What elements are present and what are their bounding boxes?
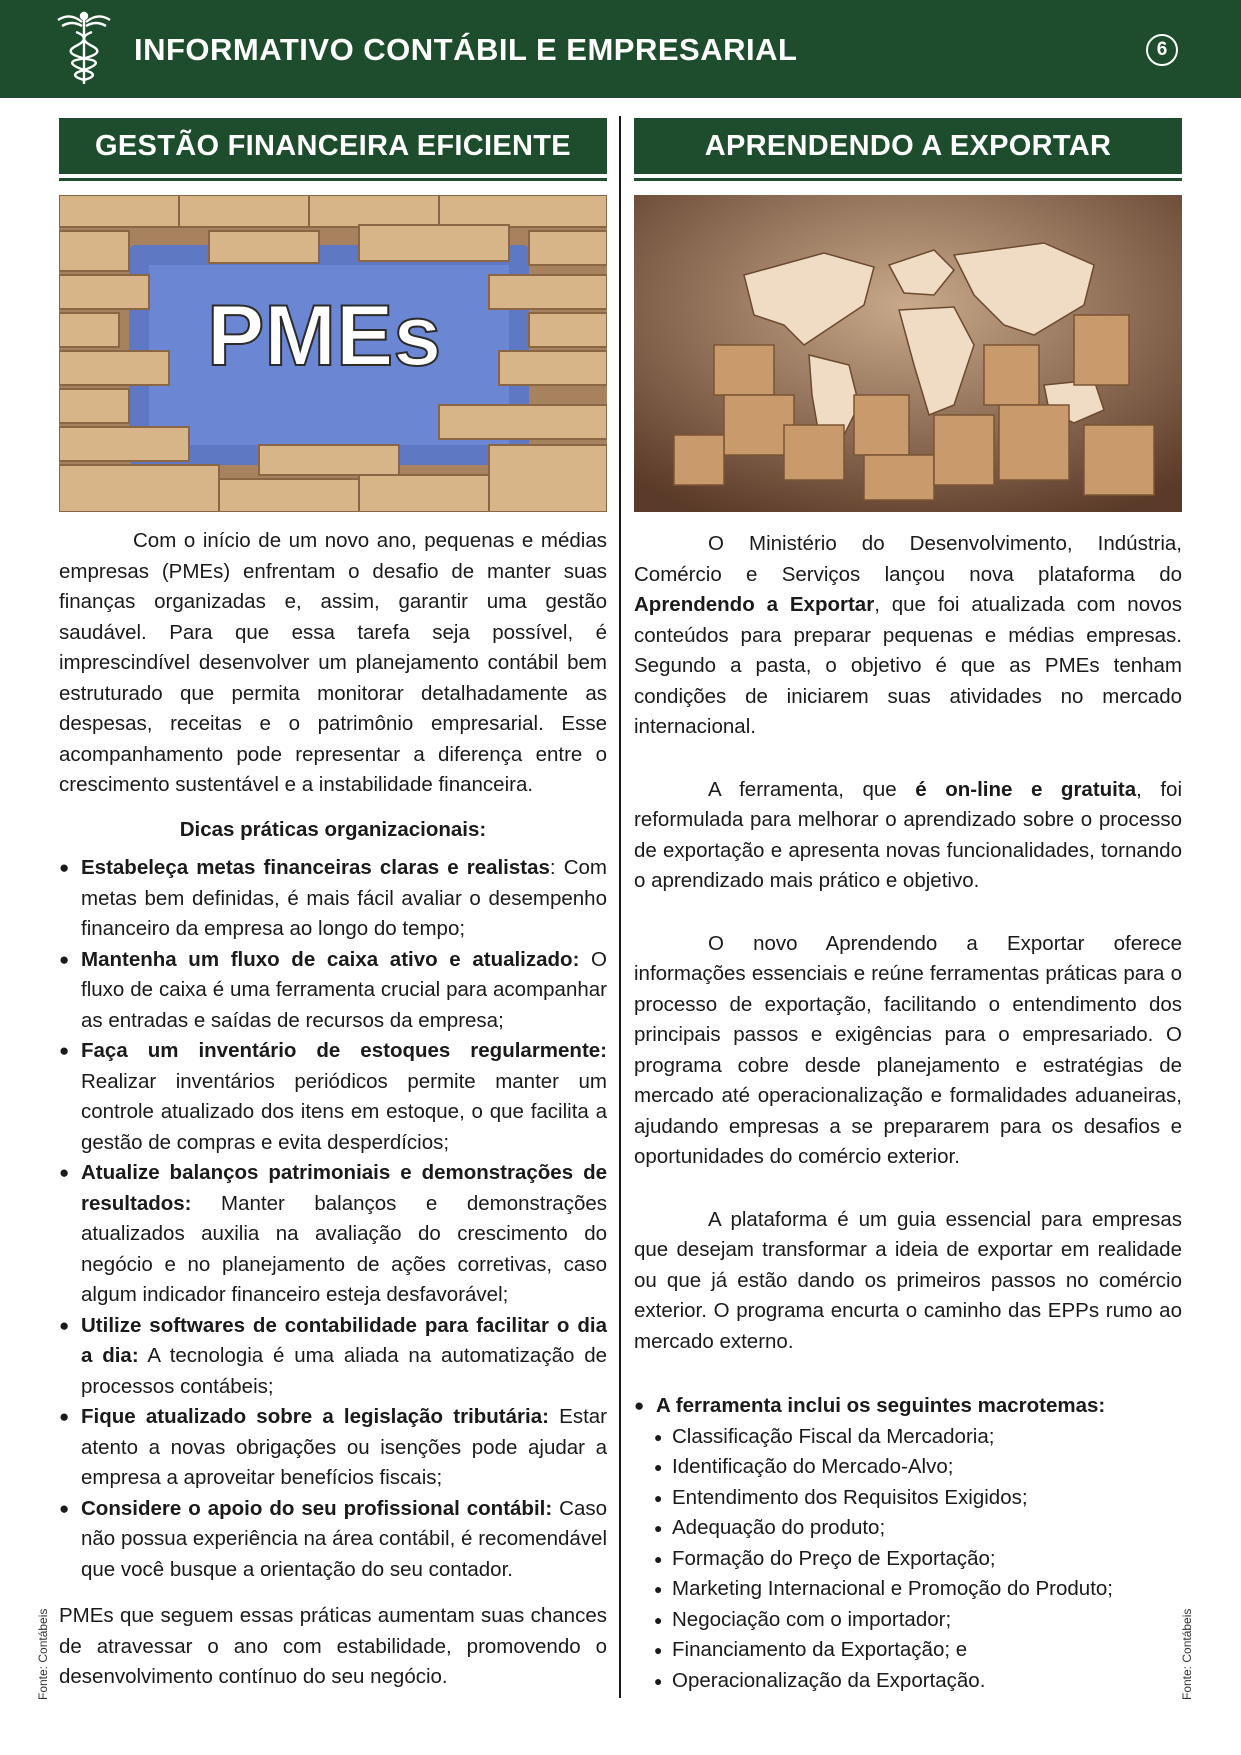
pmes-image bbox=[59, 195, 607, 512]
left-article bbox=[59, 526, 607, 1693]
right-section-title: APRENDENDO A EXPORTAR bbox=[634, 118, 1182, 174]
right-paragraph-2: A ferramenta, que é on-line e gratuita, foi reformulada para melhorar o aprendizado sobre o processo de exportação e apresenta novas funcionalidades, tornando o aprendizado mais prático e objetivo. bbox=[634, 777, 1182, 892]
list-item: ● Fique atualizado sobre a legislação tributária: Estar atento a novas obrigações ou isenções pode ajudar a empresa a aproveitar benefícios fiscais; bbox=[59, 1402, 607, 1494]
right-article bbox=[634, 529, 1182, 1696]
list-item: ● Entendimento dos Requisitos Exigidos; bbox=[654, 1483, 1182, 1514]
pmes-image-text: PMEs bbox=[207, 288, 442, 384]
left-closing: PMEs que seguem essas práticas aumentam suas chances de atravessar o ano com estabilidade, promovendo o desenvolvimento contínuo do seu negócio. bbox=[59, 1604, 607, 1688]
list-item: ● Financiamento da Exportação; e bbox=[654, 1635, 1182, 1666]
list-item: ● Estabeleça metas financeiras claras e realistas: Com metas bem definidas, é mais fácil avaliar o desempenho financeiro da empresa ao longo do tempo; bbox=[59, 853, 607, 945]
list-item: ● Adequação do produto; bbox=[654, 1513, 1182, 1544]
macrotemas-list bbox=[654, 1422, 1182, 1697]
right-source: Fonte: Contábeis bbox=[1180, 1608, 1194, 1700]
left-intro: Com o início de um novo ano, pequenas e médias empresas (PMEs) enfrentam o desafio de manter suas finanças organizadas e, assim, garantir uma gestão saudável. Para que essa tarefa seja possível, é imprescindível desenvolver um planejamento contábil bem estruturado que permita monitorar detalhadamente as despesas, receitas e o patrimônio empresarial. Esse acompanhamento pode representar a diferença entre o crescimento sustentável e a instabilidade financeira. bbox=[59, 529, 607, 796]
publication-title: INFORMATIVO CONTÁBIL E EMPRESARIAL bbox=[134, 32, 798, 67]
right-paragraph-1: O Ministério do Desenvolvimento, Indústria, Comércio e Serviços lançou nova plataforma do Aprendendo a Exportar, que foi atualizada com novos conteúdos para preparar pequenas e médias empresas. Segundo a pasta, o objetivo é que as PMEs tenham condições de iniciarem suas atividades no mercado internacional. bbox=[634, 532, 1183, 738]
right-paragraph-3: O novo Aprendendo a Exportar oferece informações essenciais e reúne ferramentas práticas para o processo de exportação, facilitando o entendimento dos principais passos e exigências para o empresariado. O programa cobre desde planejamento e estratégias de mercado até operacionalização e formalidades aduaneiras, ajudando empresas a se prepararem para os desafios e oportunidades do comércio exterior. bbox=[634, 931, 1182, 1168]
list-item: ● Negociação com o importador; bbox=[654, 1605, 1182, 1636]
header-bar bbox=[0, 0, 1241, 98]
tips-list bbox=[59, 853, 607, 1585]
list-item: ● Marketing Internacional e Promoção do Produto; bbox=[654, 1574, 1182, 1605]
caduceus-logo-icon bbox=[52, 8, 116, 88]
list-item: ● Mantenha um fluxo de caixa ativo e atualizado: O fluxo de caixa é uma ferramenta crucial para acompanhar as entradas e saídas de recursos da empresa; bbox=[59, 945, 607, 1037]
left-section-title: GESTÃO FINANCEIRA EFICIENTE bbox=[59, 118, 607, 174]
column-divider bbox=[619, 116, 621, 1698]
list-item: ● Faça um inventário de estoques regularmente: Realizar inventários periódicos permite manter um controle atualizado dos itens em estoque, o que facilita a gestão de compras e evita desperdícios; bbox=[59, 1036, 607, 1158]
list-item: ● Identificação do Mercado-Alvo; bbox=[654, 1452, 1182, 1483]
world-map-boxes-image bbox=[634, 195, 1182, 512]
list-item: ● Atualize balanços patrimoniais e demonstrações de resultados: Manter balanços e demonstrações atualizados auxilia na avaliação do crescimento do negócio e no planejamento de ações corretivas, caso algum indicador financeiro esteja desfavorável; bbox=[59, 1158, 607, 1311]
list-item: ● Considere o apoio do seu profissional contábil: Caso não possua experiência na área contábil, é recomendável que você busque a orientação do seu contador. bbox=[59, 1494, 607, 1586]
right-paragraph-4: A plataforma é um guia essencial para empresas que desejam transformar a ideia de exportar em realidade ou que já estão dando os primeiros passos no comércio exterior. O programa encurta o caminho das EPPs rumo ao mercado externo. bbox=[634, 1207, 1182, 1353]
list-item: ● Utilize softwares de contabilidade para facilitar o dia a dia: A tecnologia é uma aliada na automatização de processos contábeis; bbox=[59, 1311, 607, 1403]
list-item: ● Formação do Preço de Exportação; bbox=[654, 1544, 1182, 1575]
list-item: ● Operacionalização da Exportação. bbox=[654, 1666, 1182, 1697]
left-source: Fonte: Contábeis bbox=[36, 1608, 50, 1700]
macrotemas-heading: ● A ferramenta inclui os seguintes macrotemas: bbox=[634, 1391, 1182, 1422]
page-number: 6 bbox=[1146, 34, 1178, 66]
list-item: ● Classificação Fiscal da Mercadoria; bbox=[654, 1422, 1182, 1453]
tips-heading: Dicas práticas organizacionais: bbox=[179, 817, 487, 841]
